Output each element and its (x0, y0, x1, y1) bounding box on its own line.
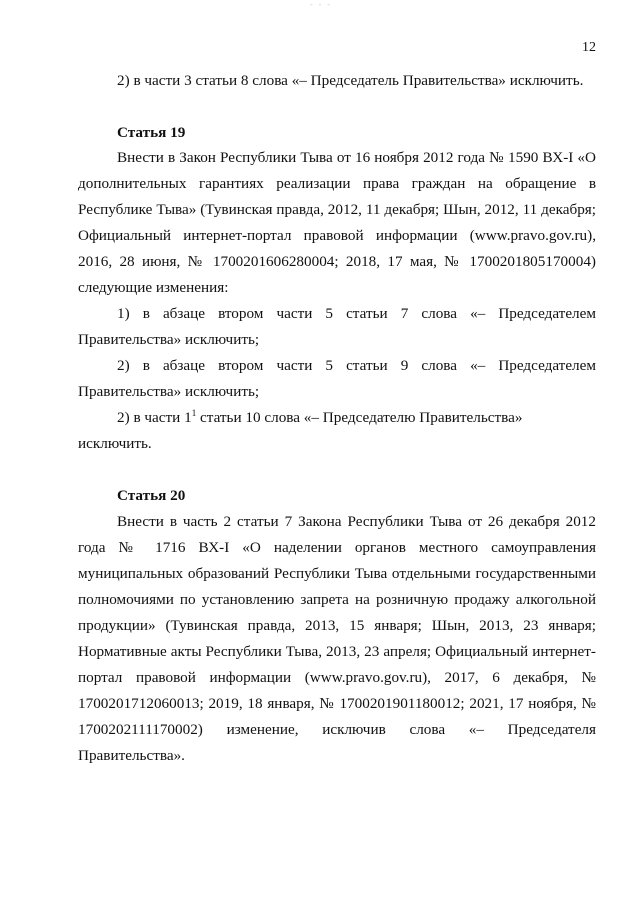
article-19-line: дополнительных гарантиях реализации права граждан на обращение в (78, 175, 596, 192)
article-19-line: Республике Тыва» (Тувинская правда, 2012, 11 декабря; Шын, 2012, 11 декабря; (78, 201, 596, 218)
article-19-item-2-cont: Правительства» исключить; (78, 383, 260, 400)
article-19-item-1: 1) в абзаце втором части 5 статьи 7 слова «– Председателем (117, 305, 596, 322)
page-number: 12 (582, 40, 596, 55)
article-19-item-3 (117, 409, 596, 427)
article-19-item-1-cont: Правительства» исключить; (78, 331, 260, 348)
article-20-line: 1700202111170002) изменение, исключив слова «– Председателя (78, 721, 596, 738)
article-20-heading: Статья 20 (117, 487, 186, 504)
superscript: 1 (191, 408, 197, 418)
article-19-heading: Статья 19 (117, 124, 186, 141)
article-19-item-2: 2) в абзаце втором части 5 статьи 9 слова «– Председателем (117, 357, 596, 374)
article-20-line: Нормативные акты Республики Тыва, 2013, 23 апреля; Официальный интернет- (78, 643, 596, 660)
article-20-line: 1700201712060013; 2019, 18 января, № 1700201901180012; 2021, 17 ноября, № (78, 695, 596, 712)
article-19-line: Внести в Закон Республики Тыва от 16 ноября 2012 года № 1590 ВХ-I «О (117, 149, 596, 166)
article-20-line: портал правовой информации (www.pravo.gov.ru), 2017, 6 декабря, № (78, 669, 596, 686)
scan-artifact: - - - (310, 0, 332, 9)
article-19-item-3-suffix: статьи 10 слова «– Председателю Правительства» (196, 409, 523, 426)
article-19-line: 2016, 28 июня, № 1700201606280004; 2018, 17 мая, № 1700201805170004) (78, 253, 596, 270)
article-20-line: муниципальных образований Республики Тыва отдельными государственными (78, 565, 596, 582)
article-20-line: Внести в часть 2 статьи 7 Закона Республики Тыва от 26 декабря 2012 (117, 513, 596, 530)
article-20-line: Правительства». (78, 747, 185, 764)
article-20-line: года № 1716 ВХ-I «О наделении органов местного самоуправления (78, 539, 596, 556)
intro-line: 2) в части 3 статьи 8 слова «– Председатель Правительства» исключить. (117, 72, 584, 89)
article-19-item-3-prefix: 2) в части 1 (117, 409, 192, 426)
article-19-line: следующие изменения: (78, 279, 229, 296)
article-19-item-3-cont: исключить. (78, 435, 152, 452)
article-19-line: Официальный интернет-портал правовой информации (www.pravo.gov.ru), (78, 227, 596, 244)
article-20-line: полномочиями по установлению запрета на розничную продажу алкогольной (78, 591, 596, 608)
article-20-line: продукции» (Тувинская правда, 2013, 15 января; Шын, 2013, 23 января; (78, 617, 596, 634)
